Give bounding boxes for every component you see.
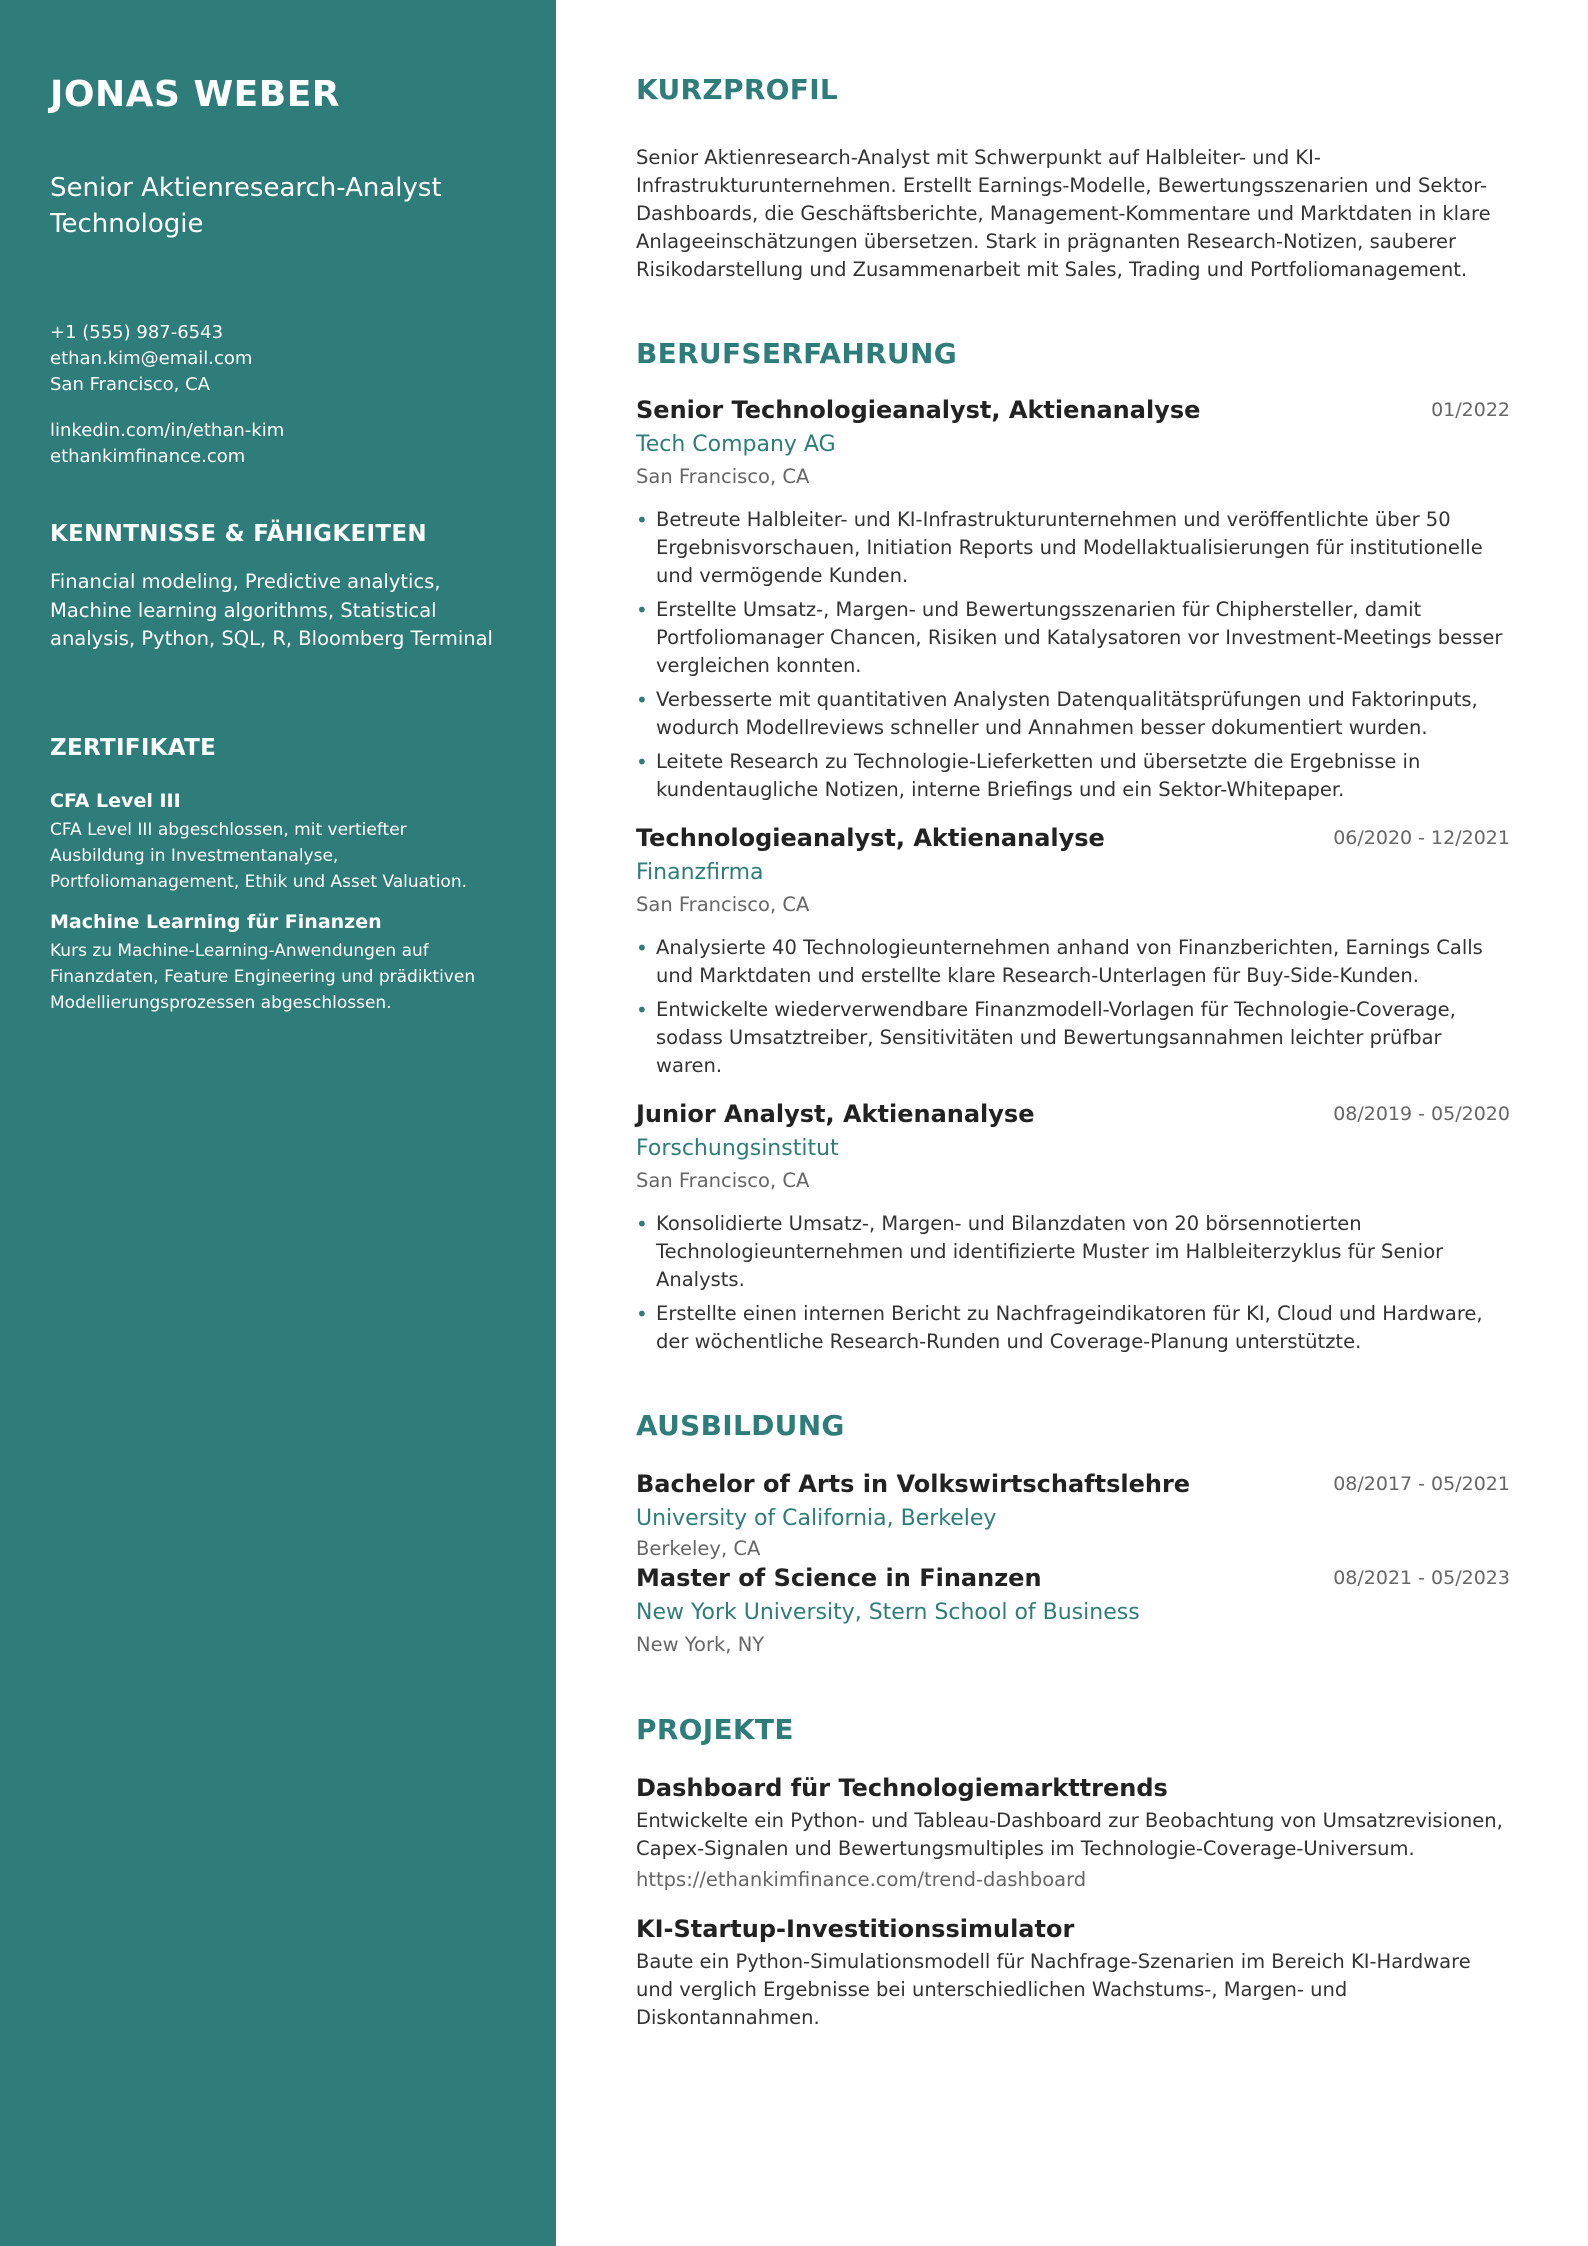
certificates-heading: ZERTIFIKATE [50,734,217,761]
job-bullet: • Leitete Research zu Technologie-Lieferketten und übersetzte die Ergebnisse in kundentaugliche Notizen, interne Briefings und ein Sektor-Whitepaper. [636,748,1510,804]
job-bullet: • Erstellte Umsatz-, Margen- und Bewertungsszenarien für Chiphersteller, damit Portfoliomanager Chancen, Risiken und Katalysatoren vor Investment-Meetings besser vergleichen konnten. [636,596,1510,680]
summary-heading: KURZPROFIL [636,73,839,106]
job-entry [636,394,1510,804]
certificate-description: Kurs zu Machine-Learning-Anwendungen auf Finanzdaten, Feature Engineering und prädiktiven Modellierungsprozessen abgeschlossen. [50,940,476,1013]
education-entry [636,1468,1510,1562]
job-date: 06/2020 - 12/2021 [1333,827,1510,849]
certificate-item [50,788,506,895]
education-entry [636,1562,1510,1660]
education-location: Berkeley, CA [636,1537,761,1560]
job-bullet: • Analysierte 40 Technologieunternehmen anhand von Finanzberichten, Earnings Calls und Marktdaten und erstellte klare Research-Unterlagen für Buy-Side-Kunden. [636,934,1510,990]
certificate-title: Machine Learning für Finanzen [50,910,382,933]
project-title: KI-Startup-Investitionssimulator [636,1915,1075,1943]
job-company: Tech Company AG [636,432,836,457]
job-bullet: • Entwickelte wiederverwendbare Finanzmodell-Vorlagen für Technologie-Coverage, sodass Umsatztreiber, Sensitivitäten und Bewertungsannahmen leichter prüfbar waren. [636,996,1510,1080]
projects-section [636,1710,1510,2032]
headline-line: Technologie [50,209,204,239]
summary-section [636,70,1510,284]
job-location: San Francisco, CA [636,1169,810,1192]
contact-location: San Francisco, CA [50,374,210,395]
project-description: Baute ein Python-Simulationsmodell für Nachfrage-Szenarien im Bereich KI-Hardware und verglich Ergebnisse bei unterschiedlichen Wachstums-, Margen- und Diskontannahmen. [636,1950,1471,2029]
job-entry [636,822,1510,1080]
job-bullet: • Verbesserte mit quantitativen Analysten Datenqualitätsprüfungen und Faktorinputs, wodurch Modellreviews schneller und Annahmen besser dokumentiert wurden. [636,686,1510,742]
project-entry [636,1772,1510,1895]
education-degree: Bachelor of Arts in Volkswirtschaftslehre [636,1470,1191,1498]
project-entry [636,1913,1510,2032]
sidebar [0,0,556,2246]
job-bullets [636,934,1510,1080]
education-school: University of California, Berkeley [636,1506,997,1531]
job-title: Senior Technologieanalyst, Aktienanalyse [636,396,1201,424]
job-title: Technologieanalyst, Aktienanalyse [636,824,1105,852]
project-description: Entwickelte ein Python- und Tableau-Dashboard zur Beobachtung von Umsatzrevisionen, Capex-Signalen und Bewertungsmultiples im Technologie-Coverage-Universum. [636,1809,1503,1860]
headline-line: Senior Aktienresearch-Analyst [50,173,442,203]
job-bullet: • Betreute Halbleiter- und KI-Infrastrukturunternehmen und veröffentlichte über 50 Ergebnisvorschauen, Initiation Reports und Modellaktualisierungen für institutionelle und vermögende Kunden. [636,506,1510,590]
project-title: Dashboard für Technologiemarkttrends [636,1774,1168,1802]
contact-linkedin[interactable]: linkedin.com/in/ethan-kim [50,420,285,441]
job-title: Junior Analyst, Aktienanalyse [636,1100,1035,1128]
education-date: 08/2017 - 05/2021 [1333,1473,1510,1495]
education-location: New York, NY [636,1633,765,1656]
education-degree: Master of Science in Finanzen [636,1564,1042,1592]
job-bullets [636,1210,1510,1356]
project-link[interactable]: https://ethankimfinance.com/trend-dashboard [636,1868,1087,1891]
contact-website[interactable]: ethankimfinance.com [50,446,246,467]
candidate-name: JONAS WEBER [50,74,341,115]
candidate-headline [50,170,506,242]
job-company: Forschungsinstitut [636,1136,839,1161]
job-location: San Francisco, CA [636,465,810,488]
job-bullets [636,506,1510,804]
skills-heading: KENNTNISSE & FÄHIGKEITEN [50,521,427,547]
job-bullet: • Konsolidierte Umsatz-, Margen- und Bilanzdaten von 20 börsennotierten Technologieunternehmen und identifizierte Muster im Halbleiterzyklus für Senior Analysts. [636,1210,1510,1294]
job-date: 01/2022 [1431,399,1510,421]
education-date: 08/2021 - 05/2023 [1333,1567,1510,1589]
job-bullet: • Erstellte einen internen Bericht zu Nachfrageindikatoren für KI, Cloud und Hardware, der wöchentliche Research-Runden und Coverage-Planung unterstützte. [636,1300,1510,1356]
education-heading: AUSBILDUNG [636,1409,845,1442]
job-entry [636,1098,1510,1356]
job-date: 08/2019 - 05/2020 [1333,1103,1510,1125]
contact-phone: +1 (555) 987-6543 [50,322,224,343]
contact-email[interactable]: ethan.kim@email.com [50,348,253,369]
contact-block [50,320,506,470]
certificate-title: CFA Level III [50,789,181,812]
experience-heading: BERUFSERFAHRUNG [636,337,957,370]
job-company: Finanzfirma [636,860,764,885]
education-section [636,1406,1510,1660]
certificate-description: CFA Level III abgeschlossen, mit vertiefter Ausbildung in Investmentanalyse, Portfoliomanagement, Ethik und Asset Valuation. [50,819,467,892]
experience-section [636,334,1510,1356]
job-location: San Francisco, CA [636,893,810,916]
skills-list: Financial modeling, Predictive analytics, Machine learning algorithms, Statistical analysis, Python, SQL, R, Bloomberg Terminal [50,570,493,650]
summary-text: Senior Aktienresearch-Analyst mit Schwerpunkt auf Halbleiter- und KI-Infrastrukturunternehmen. Erstellt Earnings-Modelle, Bewertungsszenarien und Sektor-Dashboards, die Geschäftsberichte, Management-Kommentare und Marktdaten in klare Anlageeinschätzungen übersetzen. Stark in prägnanten Research-Notizen, sauberer Risikodarstellung und Zusammenarbeit mit Sales, Trading und Portfoliomanagement. [636,146,1491,281]
main-content [636,70,1510,2032]
education-school: New York University, Stern School of Business [636,1600,1140,1625]
certificate-item [50,909,506,1016]
projects-heading: PROJEKTE [636,1713,794,1746]
